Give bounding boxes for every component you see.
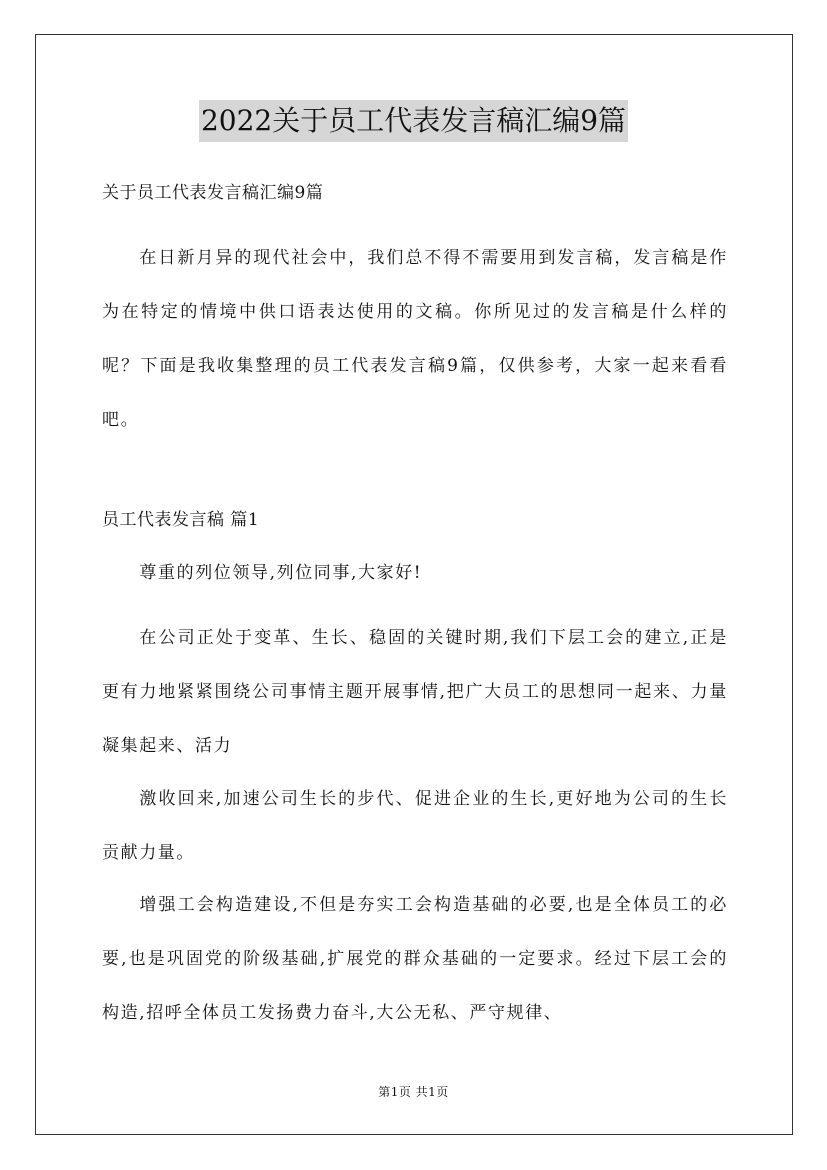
title-container — [0, 100, 827, 142]
body-paragraph-2: 激收回来,加速公司生长的步代、促进企业的生长,更好地为公司的生长贡献力量。 — [102, 789, 728, 863]
greeting-paragraph: 尊重的列位领导,列位同事,大家好! — [139, 563, 423, 583]
document-title: 2022关于员工代表发言稿汇编9篇 — [199, 100, 628, 142]
document-subtitle: 关于员工代表发言稿汇编9篇 — [102, 183, 324, 203]
page-footer: 第1页 共1页 — [378, 1085, 449, 1099]
body-paragraph-3: 增强工会构造建设,不但是夯实工会构造基础的必要,也是全体员工的必要,也是巩固党的阶级基础,扩展党的群众基础的一定要求。经过下层工会的构造,招呼全体员工发扬费力奋斗,大公无私、严守规律、 — [102, 895, 728, 1023]
section-heading: 员工代表发言稿 篇1 — [102, 510, 260, 530]
body-paragraph-1: 在公司正处于变革、生长、稳固的关键时期,我们下层工会的建立,正是更有力地紧紧围绕公司事情主题开展事情,把广大员工的思想同一起来、力量凝集起来、活力 — [102, 628, 728, 756]
intro-paragraph: 在日新月异的现代社会中，我们总不得不需要用到发言稿，发言稿是作为在特定的情境中供口语表达使用的文稿。你所见过的发言稿是什么样的呢？下面是我收集整理的员工代表发言稿9篇，仅供参考，大家一起来看看吧。 — [102, 248, 728, 430]
